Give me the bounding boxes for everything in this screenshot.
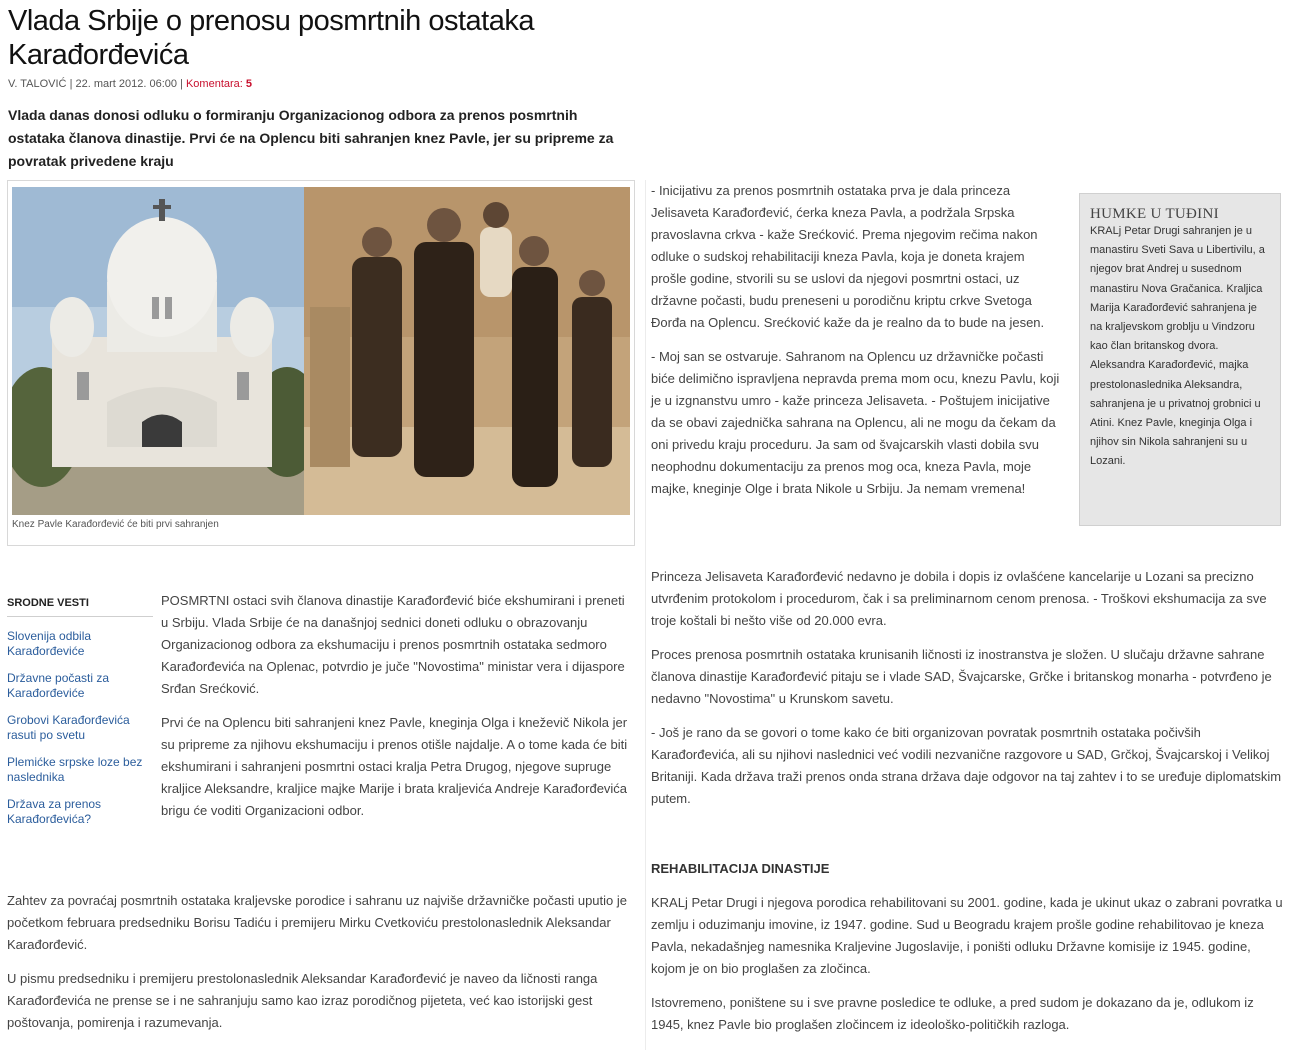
paragraph: U pismu predsedniku i premijeru prestolonaslednik Aleksandar Karađorđević je naveo da ličnosti ranga Karađorđevića ne prense se i ne sahranjuju samo kao izraz porodičnog pijeteta, već kao istorijski gest poštovanja, pomirenja i razumevanja. [7,971,598,1030]
article-photo [12,187,630,515]
article-body-right-top [651,180,1061,512]
photo-graphic [12,187,630,515]
paragraph: POSMRTNI ostaci svih članova dinastije Karađorđević biće ekshumirani i preneti u Srbiju. Vlada Srbije će na današnjoj sednici doneti odluku o obrazovanju Organizacionog odbora za ekshumaciju i prenos posmrtnih ostataka sedmoro Karađorđevića na Oplenac, potvrdio je juče "Novostima" ministar vera i dijaspore Srđan Srećković. [161,593,625,696]
related-news-link[interactable]: Grobovi Karađorđevića rasuti po svetu [7,713,130,742]
paragraph: Proces prenosa posmrtnih ostataka krunisanih ličnosti iz inostranstva je složen. U slučaju državne sahrane članova dinastije Karađorđević pitaju se i vlade SAD, Švajcarske, Grčke i britanskog monarha - potvrđeno je nedavno "Novostima" u Krunskom savetu. [651,647,1272,706]
related-news-item[interactable] [7,713,153,743]
related-news-title: SRODNE VESTI [7,597,153,617]
sidebar-box [1079,193,1281,526]
byline [8,78,252,90]
comments-count[interactable]: 5 [245,78,253,90]
article-lead: Vlada danas donosi odluku o formiranju Organizacionog odbora za prenos posmrtnih ostataka članova dinastije. Prvi će na Oplencu biti sahranjen knez Pavle, jer su pripreme za povratak privedene kraju [8,107,614,169]
related-news [7,597,153,827]
subheading: REHABILITACIJA DINASTIJE [651,861,830,876]
related-news-item[interactable] [7,629,153,659]
related-news-link[interactable]: Državne počasti za Karađorđeviće [7,671,110,700]
sidebar-text: KRALj Petar Drugi sahranjen je u manastiru Sveti Sava u Libertivilu, a njegov brat Andrej u susednom manastiru Nova Gračanica. Kraljica Marija Karađorđević sahranjena je na kraljevskom groblju u Vindzoru kao član britanskog dvora. Aleksandra Karađorđević, majka prestolonaslednika Aleksandra, sahranjena je u privatnoj grobnici u Atini. Knez Pavle, kneginja Olga i njihov sin Nikola sahranjeni su u Lozani. [1090,225,1265,468]
related-news-list [7,629,153,827]
sidebar-title: HUMKE U TUĐINI [1090,206,1219,222]
column-divider [645,180,646,1050]
related-news-item[interactable] [7,797,153,827]
related-news-link[interactable]: Slovenija odbila Karađorđeviće [7,629,92,658]
paragraph: - Još je rano da se govori o tome kako će biti organizovan povratak posmrtnih ostataka počivših Karađorđevića, ali su njihovi naslednici već vodili nezvanične razgovore u SAD, Grčkoj, Švajcarskoj i Velikoj Britaniji. Kada država traži prenos onda strana država daje odgovor na taj zahtev i to se uređuje diplomatskim putem. [651,725,1282,806]
article-title: Vlada Srbije o prenosu posmrtnih ostataka Karađorđevića [8,5,534,71]
article-image-box [7,180,635,546]
article-body-right-bottom [651,566,1283,1048]
paragraph: Princeza Jelisaveta Karađorđević nedavno je dobila i dopis iz ovlašćene kancelarije u Lozani sa precizno utvrđenim protokolom i procedurom, čak i sa preliminarnom cenom prenosa. - Troškovi ekshumacija za sve troje koštali bi nešto više od 20.000 evra. [651,569,1267,628]
related-news-link[interactable]: Plemićke srpske loze bez naslednika [7,755,143,784]
author: V. TALOVIĆ [8,78,67,90]
image-caption: Knez Pavle Karađorđević će biti prvi sahranjen [12,519,219,530]
related-news-item[interactable] [7,755,153,785]
paragraph: Istovremeno, poništene su i sve pravne posledice te odluke, a pred sudom je dokazano da je, odlukom iz 1945, knez Pavle bio proglašen zločincem iz ideološko-političkih razloga. [651,995,1254,1032]
related-news-link[interactable]: Država za prenos Karađorđevića? [7,797,102,826]
article-body-left [161,590,631,834]
paragraph: - Inicijativu za prenos posmrtnih ostataka prva je dala princeza Jelisaveta Karađorđević, ćerka kneza Pavla, a podržala Srpska pravoslavna crkva - kaže Srećković. Prema njegovim rečima nakon odluke o sudskoj rehabilitaciji kneza Pavla, koja je doneta krajem prošle godine, stvorili su se uslovi da njegovi posmrtni ostaci, uz državne počasti, budu preneseni u porodičnu kriptu crkve Svetoga Đorđa na Oplencu. Srećković kaže da je realno da to bude na jesen. [651,183,1045,330]
publish-date: | 22. mart 2012. 06:00 | [69,78,183,90]
comments-link[interactable] [186,78,252,90]
paragraph: KRALj Petar Drugi i njegova porodica rehabilitovani su 2001. godine, kada je ukinut ukaz o zabrani povratka u zemlju i oduzimanju imovine, iz 1947. godine. Sud u Beogradu krajem prošle godine rehabilitovao je kneza Pavla, nekadašnjeg namesnika Kraljevine Jugoslavije, i poništi odluku Državne komisije iz 1945. godine, kojom je on bio proglašen za zločinca. [651,895,1283,976]
comments-label[interactable]: Komentara: [185,78,243,90]
article-body-bottom [7,890,639,1046]
paragraph: - Moj san se ostvaruje. Sahranom na Oplencu uz državničke počasti biće delimično ispravljena nepravda prema mom ocu, knezu Pavlu, koji je u izgnanstvu umro - kaže princeza Jelisaveta. - Poštujem inicijative da se obavi zajednička sahrana na Oplencu, ali ne mogu da čekam da oni privedu kraju proceduru. Ja sam od švajcarskih vlasti dobila svu neophodnu dokumentaciju za prenos mog oca, kneza Pavla, moje majke, kneginje Olge i brata Nikole u Srbiju. Ja nemam vremena! [651,349,1060,496]
paragraph: Prvi će na Oplencu biti sahranjeni knez Pavle, kneginja Olga i kneževič Nikola jer su pripreme za njihovu ekshumaciju i prenos otišle najdalje. A o tome kada će biti ekshumirani i sahranjeni posmrtni ostaci kralja Petra Drugog, njegove supruge kraljice Aleksandre, kraljice majke Marije i brata kraljevića Andreje Karađorđevića brigu će voditi Organizacioni odbor. [161,715,628,818]
related-news-item[interactable] [7,671,153,701]
paragraph: Zahtev za povraćaj posmrtnih ostataka kraljevske porodice i sahranu uz najviše državničke počasti uputio je početkom februara predsedniku Borisu Tadiću i premijeru Mirku Cvetkoviću prestolonaslednik Aleksandar Karađorđević. [7,893,627,952]
